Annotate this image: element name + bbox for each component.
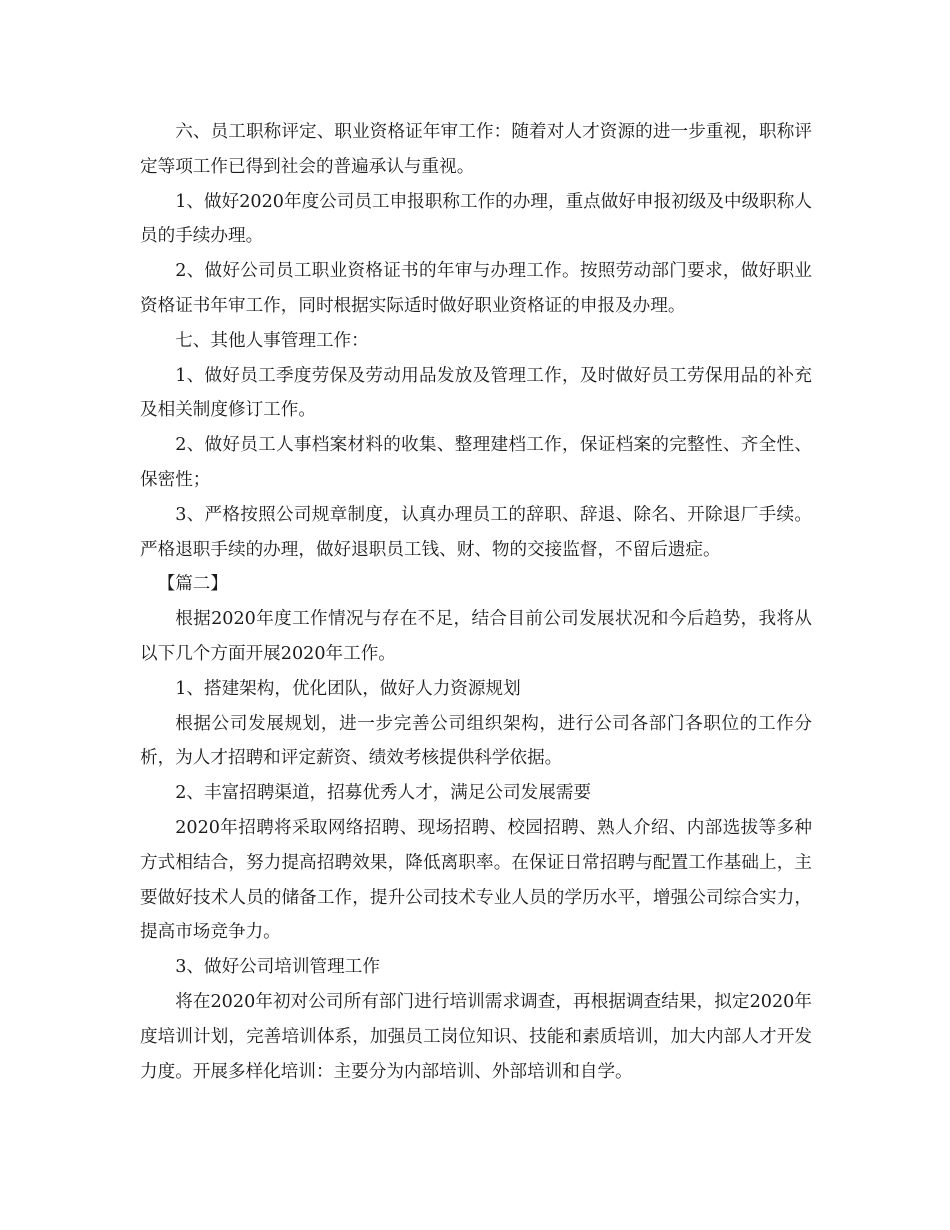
section-heading-title-evaluation: 六、员工职称评定、职业资格证年审工作：随着对人才资源的进一步重视，职称评定等项工作已得到社会的普遍承认与重视。	[140, 122, 812, 177]
body-paragraph: 2020年招聘将采取网络招聘、现场招聘、校园招聘、熟人介绍、内部选拔等多种方式相结合，努力提高招聘效果，降低离职率。在保证日常招聘与配置工作基础上，主要做好技术人员的储备工作，提升公司技术专业人员的学历水平，增强公司综合实力，提高市场竞争力。	[140, 817, 812, 943]
list-item: 2、做好员工人事档案材料的收集、整理建档工作，保证档案的完整性、齐全性、保密性；	[140, 435, 812, 490]
body-paragraph: 根据2020年度工作情况与存在不足，结合目前公司发展状况和今后趋势，我将从以下几个方面开展2020年工作。	[140, 609, 812, 664]
section-heading-other-personnel: 七、其他人事管理工作：	[175, 330, 369, 351]
list-item: 1、做好员工季度劳保及劳动用品发放及管理工作，及时做好员工劳保用品的补充及相关制度修订工作。	[140, 365, 812, 421]
list-item: 2、做好公司员工职业资格证书的年审与办理工作。按照劳动部门要求，做好职业资格证书年审工作，同时根据实际适时做好职业资格证的申报及办理。	[140, 261, 812, 316]
subheading: 1、搭建架构，优化团队，做好人力资源规划	[175, 678, 521, 699]
body-paragraph: 根据公司发展规划，进一步完善公司组织架构，进行公司各部门各职位的工作分析，为人才招聘和评定薪资、绩效考核提供科学依据。	[140, 713, 812, 769]
subheading: 3、做好公司培训管理工作	[175, 957, 380, 978]
list-item: 1、做好2020年度公司员工申报职称工作的办理，重点做好申报初级及中级职称人员的手续办理。	[140, 191, 812, 247]
list-item: 3、严格按照公司规章制度，认真办理员工的辞职、辞退、除名、开除退厂手续。严格退职手续的办理，做好退职员工钱、财、物的交接监督，不留后遗症。	[140, 504, 812, 560]
chapter-heading: 【篇二】	[157, 574, 228, 595]
document-page	[140, 115, 812, 1089]
body-paragraph: 将在2020年初对公司所有部门进行培训需求调查，再根据调查结果，拟定2020年度培训计划，完善培训体系，加强员工岗位知识、技能和素质培训，加大内部人才开发力度。开展多样化培训：主要分为内部培训、外部培训和自学。	[140, 991, 812, 1082]
subheading: 2、丰富招聘渠道，招募优秀人才，满足公司发展需要	[175, 783, 592, 804]
